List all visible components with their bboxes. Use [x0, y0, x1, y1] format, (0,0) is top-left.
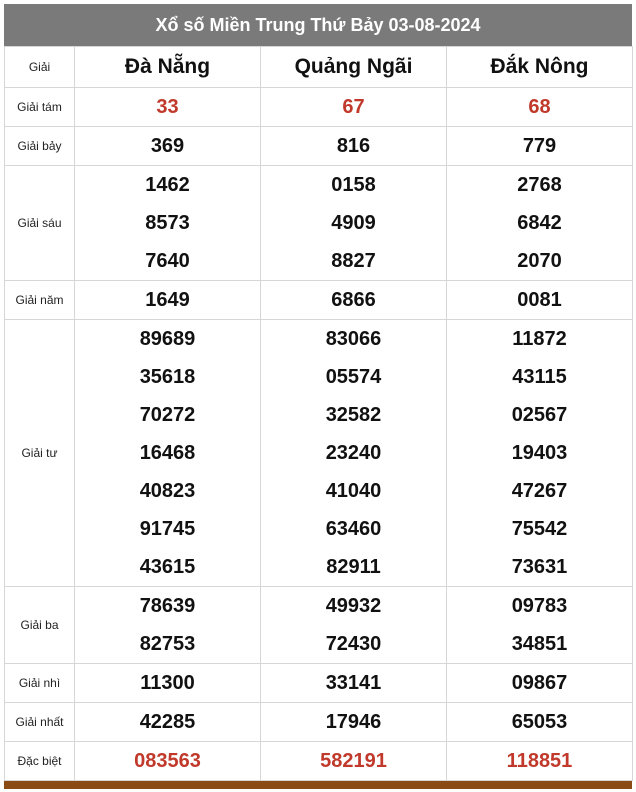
- prize-label: Giải tư: [5, 320, 75, 587]
- prize-label: Đặc biệt: [5, 742, 75, 781]
- prize-number: 40823: [139, 480, 196, 502]
- prize-cell: [447, 587, 633, 664]
- prize-label: Giải bảy: [5, 127, 75, 166]
- prize-number: 6866: [331, 289, 376, 311]
- prize-number: 32582: [325, 404, 382, 426]
- prize-number: 43115: [512, 366, 567, 388]
- prize-cell: [75, 281, 261, 320]
- prize-cell: [261, 281, 447, 320]
- prize-number: 34851: [511, 633, 568, 655]
- prize-number: 42285: [139, 711, 196, 733]
- prize-number: 75542: [511, 518, 568, 540]
- prize-label: Giải tám: [5, 88, 75, 127]
- prize-row: [5, 127, 633, 166]
- prize-cell: [447, 703, 633, 742]
- prize-cell: [261, 127, 447, 166]
- prize-row: [5, 281, 633, 320]
- prize-number: 0158: [331, 174, 376, 196]
- prize-number: 72430: [325, 633, 382, 655]
- prize-number: 91745: [139, 518, 196, 540]
- prize-number: 02567: [511, 404, 568, 426]
- prize-number: 083563: [134, 750, 201, 772]
- prize-row: [5, 742, 633, 781]
- prize-number: 8573: [145, 212, 190, 234]
- prize-row: [5, 320, 633, 587]
- prize-cell: [75, 742, 261, 781]
- prize-number: 11300: [140, 672, 195, 694]
- prize-cell: [261, 88, 447, 127]
- prize-cell: [447, 320, 633, 587]
- prize-number: 17946: [325, 711, 382, 733]
- prize-cell: [261, 320, 447, 587]
- prize-number: 35618: [139, 366, 196, 388]
- province-header[interactable]: Đắk Nông: [447, 47, 633, 88]
- prize-cell: [447, 127, 633, 166]
- prize-number: 8827: [331, 250, 376, 272]
- prize-number: 09867: [511, 672, 568, 694]
- prize-cell: [75, 320, 261, 587]
- prize-cell: [75, 587, 261, 664]
- prize-cell: [75, 88, 261, 127]
- prize-number: 78639: [139, 595, 196, 617]
- prize-number: 41040: [325, 480, 382, 502]
- prize-row: [5, 587, 633, 664]
- province-header[interactable]: Quảng Ngãi: [261, 47, 447, 88]
- prize-cell: [261, 742, 447, 781]
- prize-cell: [447, 664, 633, 703]
- prize-cell: [75, 166, 261, 281]
- prize-label: Giải nhất: [5, 703, 75, 742]
- prize-number: 49932: [325, 595, 382, 617]
- prize-number: 82911: [326, 556, 381, 578]
- header-label: Giải: [5, 47, 75, 88]
- prize-number: 47267: [511, 480, 568, 502]
- prize-cell: [447, 166, 633, 281]
- prize-row: [5, 166, 633, 281]
- prize-number: 89689: [139, 328, 196, 350]
- prize-number: 43615: [139, 556, 196, 578]
- prize-number: 63460: [325, 518, 382, 540]
- prize-number: 1462: [145, 174, 190, 196]
- prize-cell: [261, 703, 447, 742]
- results-table: [4, 46, 633, 781]
- prize-number: 19403: [511, 442, 568, 464]
- prize-number: 67: [342, 96, 365, 118]
- prize-number: 68: [528, 96, 551, 118]
- prize-row: [5, 703, 633, 742]
- prize-number: 73631: [511, 556, 568, 578]
- prize-row: [5, 88, 633, 127]
- prize-row: [5, 664, 633, 703]
- prize-cell: [75, 664, 261, 703]
- province-header[interactable]: Đà Nẵng: [75, 47, 261, 88]
- prize-number: 779: [522, 135, 557, 157]
- prize-cell: [447, 88, 633, 127]
- prize-number: 118851: [506, 750, 573, 772]
- prize-cell: [75, 127, 261, 166]
- prize-number: 33: [156, 96, 179, 118]
- prize-number: 16468: [139, 442, 196, 464]
- prize-number: 0081: [517, 289, 562, 311]
- prize-cell: [75, 703, 261, 742]
- results-panel: [4, 4, 632, 789]
- prize-number: 23240: [325, 442, 382, 464]
- prize-number: 816: [336, 135, 371, 157]
- prize-cell: [447, 281, 633, 320]
- prize-label: Giải năm: [5, 281, 75, 320]
- prize-cell: [261, 166, 447, 281]
- prize-number: 6842: [517, 212, 562, 234]
- prize-number: 33141: [325, 672, 382, 694]
- prize-number: 11872: [512, 328, 567, 350]
- prize-number: 7640: [145, 250, 190, 272]
- header-row: [5, 47, 633, 88]
- prize-number: 09783: [511, 595, 568, 617]
- prize-number: 05574: [325, 366, 382, 388]
- prize-label: Giải ba: [5, 587, 75, 664]
- prize-number: 65053: [511, 711, 568, 733]
- prize-label: Giải nhì: [5, 664, 75, 703]
- prize-number: 1649: [145, 289, 190, 311]
- prize-number: 83066: [325, 328, 382, 350]
- prize-cell: [261, 664, 447, 703]
- prize-number: 4909: [331, 212, 376, 234]
- prize-number: 2768: [517, 174, 562, 196]
- prize-number: 2070: [517, 250, 562, 272]
- prize-cell: [261, 587, 447, 664]
- prize-number: 82753: [139, 633, 196, 655]
- prize-number: 369: [150, 135, 185, 157]
- results-title: Xổ số Miền Trung Thứ Bảy 03-08-2024: [4, 4, 632, 46]
- prize-number: 582191: [320, 750, 387, 772]
- prize-number: 70272: [139, 404, 196, 426]
- prize-label: Giải sáu: [5, 166, 75, 281]
- prize-cell: [447, 742, 633, 781]
